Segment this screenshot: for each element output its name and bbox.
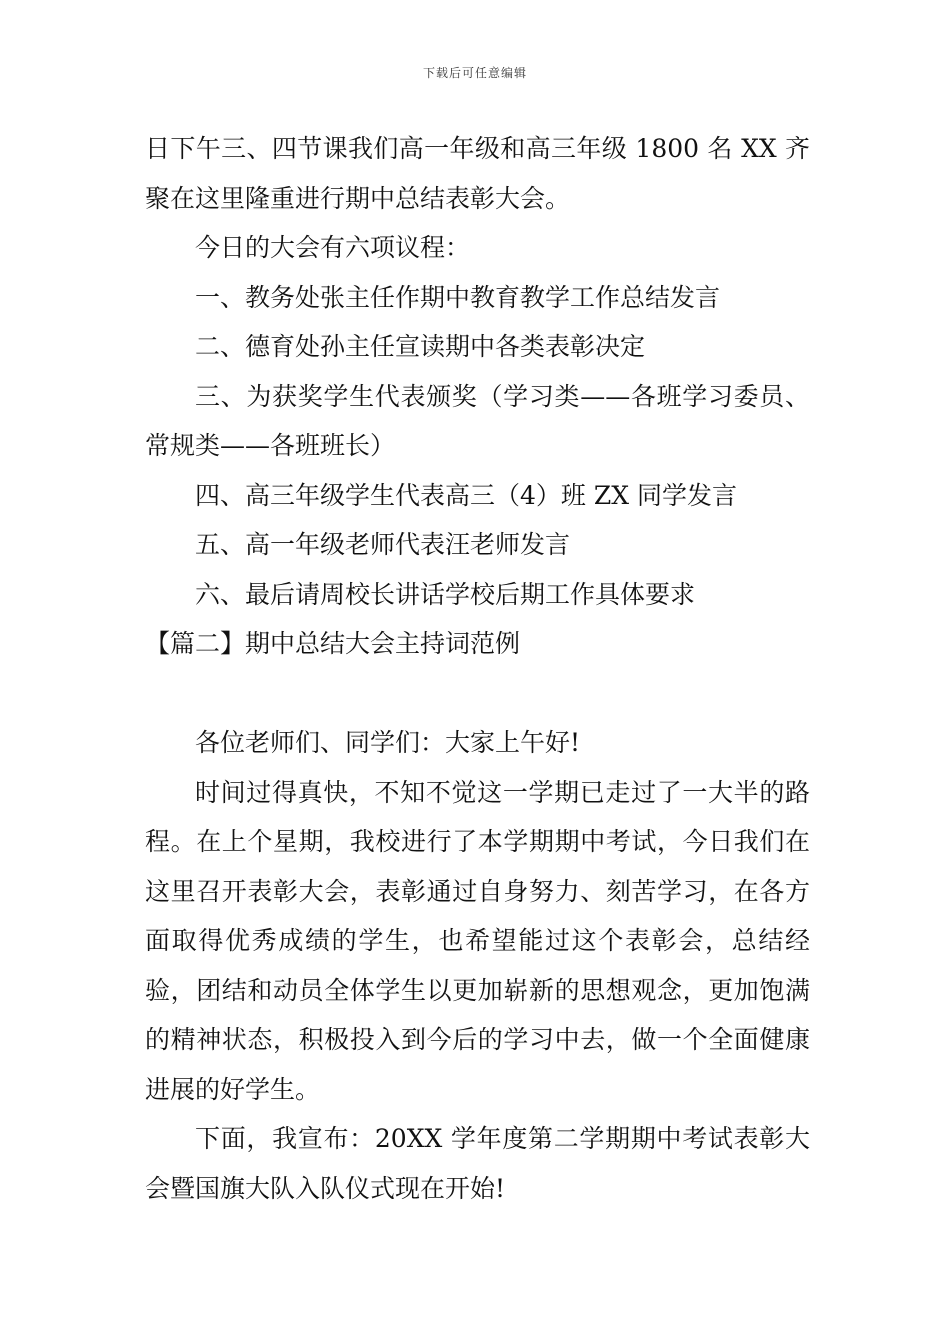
agenda-item-2: 二、德育处孙主任宣读期中各类表彰决定 [195,332,646,361]
document-body [145,124,810,1213]
agenda-item-3: 三、为获奖学生代表颁奖（学习类——各班学习委员、常规类——各班班长） [145,381,810,460]
paragraph-time: 时间过得真快，不知不觉这一学期已走过了一大半的路程。在上个星期，我校进行了本学期期中考试，今日我们在这里召开表彰大会，表彰通过自身努力、刻苦学习，在各方面取得优秀成绩的学生，也希望能过这个表彰会，总结经验，团结和动员全体学生以更加崭新的思想观念，更加饱满的精神状态，积极投入到今后的学习中去，做一个全面健康进展的好学生。 [145,777,810,1104]
agenda-item-5: 五、高一年级老师代表汪老师发言 [195,530,571,559]
agenda-item-1: 一、教务处张主任作期中教育教学工作总结发言 [195,282,721,312]
section-heading: 【篇二】期中总结大会主持词范例 [145,629,521,658]
paragraph-agenda-intro: 今日的大会有六项议程： [195,233,471,262]
paragraph-announcement: 下面，我宣布：20XX 学年度第二学期期中考试表彰大会暨国旗大队入队仪式现在开始! [145,1124,810,1203]
paragraph-intro: 日下午三、四节课我们高一年级和高三年级 1800 名 XX 齐聚在这里隆重进行期中总结表彰大会。 [145,134,810,213]
page-header: 下载后可任意编辑 [422,66,527,80]
agenda-item-6: 六、最后请周校长讲话学校后期工作具体要求 [195,579,696,609]
agenda-item-4: 四、高三年级学生代表高三（4）班 ZX 同学发言 [195,480,737,510]
blank-line [145,669,810,719]
paragraph-greeting: 各位老师们、同学们：大家上午好! [195,728,581,757]
